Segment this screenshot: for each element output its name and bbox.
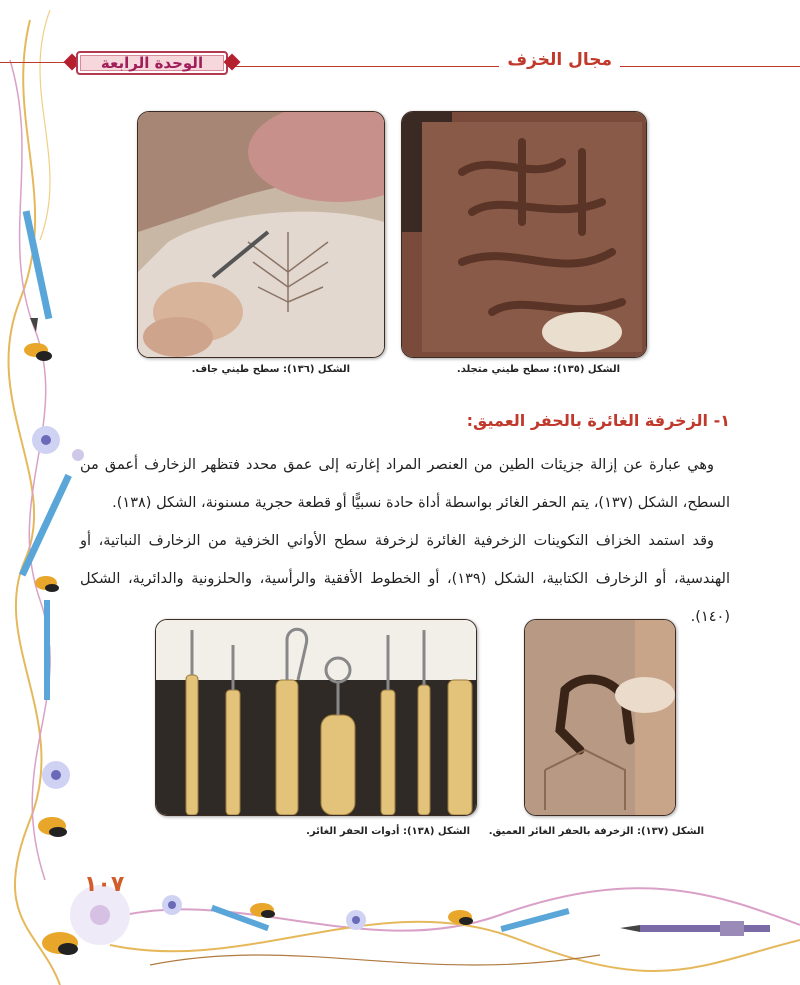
header-rule-left	[0, 62, 70, 63]
unit-badge	[62, 48, 242, 78]
pencil-icon	[23, 210, 53, 332]
figure-136-photo	[137, 111, 385, 358]
figure-137-photo	[524, 619, 676, 816]
unit-label: الوحدة الرابعة	[100, 54, 204, 72]
paragraph-1: وهي عبارة عن إزالة جزيئات الطين من العنصر المراد إغارته إلى عمق محدد فتظهر الزخارف أعمق من السطح، الشكل (١٣٧)، يتم الحفر الغائر بواسطة أداة حادة نسبيًّا أو قطعة حجرية مسنونة، الشكل (١٣٨).	[80, 457, 730, 511]
figure-137-caption: الشكل (١٣٧): الزخرفة بالحفر الغائر العميق.	[488, 826, 704, 837]
butterfly-icon	[42, 932, 78, 955]
flower-icon	[162, 895, 182, 915]
butterfly-icon	[35, 576, 59, 592]
figure-135-caption: الشكل (١٣٥): سطح طيني متجلد.	[456, 364, 620, 375]
figure-135-photo	[401, 111, 647, 358]
paragraph-2: وقد استمد الخزاف التكوينات الزخرفية الغائرة لزخرفة سطح الأواني الخزفية من الزخارف النباتية، أو الهندسية، أو الزخارف الكتابية، الشكل (١٣٩)، أو الخطوط الأفقية والرأسية، والحلزونية والدائرية، الشكل (١٤٠).	[80, 533, 730, 625]
figure-138-caption: الشكل (١٣٨): أدوات الحفر الغائر.	[306, 826, 470, 837]
figure-138-photo	[155, 619, 477, 816]
paragraph-1-block	[80, 446, 730, 522]
pencil-icon	[19, 474, 72, 577]
flower-icon	[346, 910, 366, 930]
flower-icon	[32, 426, 60, 454]
field-title: مجال الخزف	[499, 50, 620, 70]
pencil-icon	[44, 600, 50, 700]
flower-icon	[42, 761, 70, 789]
page-number: ١٠٧	[84, 872, 125, 897]
paintbrush-icon	[620, 921, 770, 936]
section-heading: ١- الزخرفة الغائرة بالحفر العميق:	[466, 411, 730, 430]
figure-136-caption: الشكل (١٣٦): سطح طيني جاف.	[191, 364, 350, 375]
butterfly-icon	[24, 343, 52, 361]
butterfly-icon	[38, 817, 67, 837]
